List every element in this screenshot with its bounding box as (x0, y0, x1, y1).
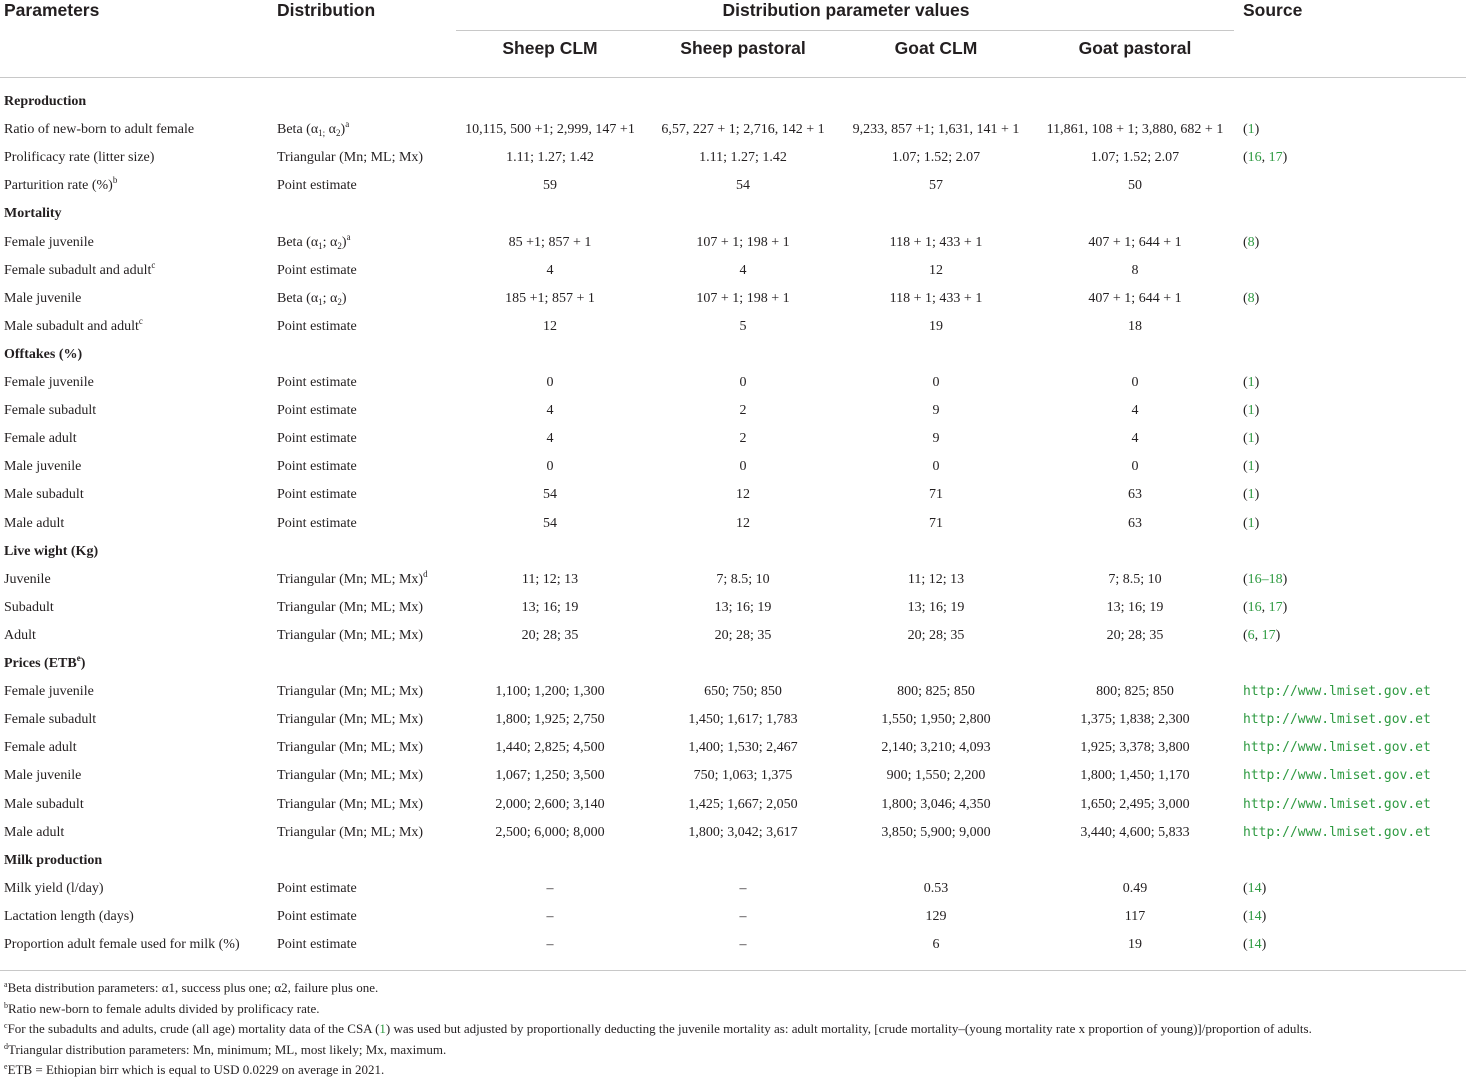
value-cell-goat-clm: 20; 28; 35 (907, 627, 965, 643)
distribution-cell: Point estimate (277, 880, 357, 896)
distribution-cell: Beta ($\alpha_1$; $\alpha_2)^a$ (277, 231, 351, 251)
footnote: $^e$ETB = Ethiopian birr which is equal to USD 0.0229 on average in 2021. (4, 1062, 385, 1078)
distribution-cell: Point estimate (277, 403, 357, 419)
value-cell-goat-pastoral: 1.07; 1.52; 2.07 (1090, 150, 1180, 166)
table-row (0, 229, 1468, 257)
value-cell-goat-pastoral: 0 (1131, 459, 1139, 475)
parameter-cell: Prolificacy rate (litter size) (4, 150, 155, 166)
source-cell[interactable]: http://www.lmiset.gov.et (1243, 684, 1431, 700)
value-cell-sheep-clm: 0 (546, 459, 554, 475)
value-cell-sheep-pastoral: 0 (739, 375, 747, 390)
value-cell-goat-clm: 118 + 1; 433 + 1 (889, 290, 983, 306)
value-cell-goat-pastoral: 117 (1124, 908, 1146, 924)
value-cell-goat-pastoral: 3,440; 4,600; 5,833 (1080, 824, 1190, 840)
distribution-cell: Triangular (Mn; ML; Mx) (277, 627, 424, 643)
value-cell-sheep-clm: 54 (543, 487, 557, 503)
value-cell-sheep-clm: 4 (546, 403, 554, 419)
section-row (0, 650, 1468, 678)
table-row (0, 172, 1468, 200)
header-distribution: Distribution (277, 0, 376, 20)
footnote: $^a$Beta distribution parameters: α1, success plus one; α2, failure plus one. (4, 980, 379, 995)
source-cell[interactable]: (8) (1243, 234, 1260, 250)
parameter-cell: Female adult (4, 740, 77, 756)
parameter-cell: Male subadult (4, 487, 84, 503)
value-cell-sheep-clm: 1.11; 1.27; 1.42 (506, 150, 594, 166)
parameter-cell: Proportion adult female used for milk (%) (4, 937, 240, 952)
section-title: Reproduction (4, 94, 87, 109)
source-cell[interactable]: (1) (1243, 122, 1260, 138)
source-cell[interactable]: http://www.lmiset.gov.et (1243, 768, 1431, 784)
table-row (0, 566, 1468, 594)
value-cell-goat-clm: 1,550; 1,950; 2,800 (881, 712, 991, 728)
distribution-cell: Point estimate (277, 262, 357, 278)
header-goat-clm: Goat CLM (894, 38, 978, 58)
table-row (0, 116, 1468, 144)
parameter-cell: Ratio of new-born to adult female (4, 122, 195, 138)
table-row (0, 453, 1468, 481)
value-cell-sheep-pastoral: – (739, 908, 747, 924)
table-row (0, 762, 1468, 790)
distribution-cell: Point estimate (277, 487, 357, 503)
distribution-cell: Point estimate (277, 515, 357, 531)
value-cell-sheep-pastoral: – (739, 880, 747, 896)
table-row (0, 481, 1468, 509)
value-cell-sheep-clm: 4 (546, 262, 554, 278)
table-row (0, 706, 1468, 734)
value-cell-goat-clm: 129 (925, 908, 947, 924)
section-row (0, 200, 1468, 228)
parameter-cell: Male juvenile (4, 459, 82, 475)
value-cell-sheep-clm: 185 +1; 857 + 1 (505, 290, 595, 306)
value-cell-goat-clm: 118 + 1; 433 + 1 (889, 234, 983, 250)
distribution-cell: Beta ($\alpha_1$; $\alpha_2$) (277, 290, 347, 307)
value-cell-sheep-clm: 2,500; 6,000; 8,000 (495, 824, 605, 840)
parameter-cell: Subadult (4, 599, 54, 615)
value-cell-sheep-clm: 0 (546, 375, 554, 390)
parameter-cell: Male adult (4, 824, 65, 840)
source-cell[interactable]: (14) (1243, 880, 1267, 896)
value-cell-goat-pastoral: 1,925; 3,378; 3,800 (1080, 740, 1190, 756)
value-cell-sheep-pastoral: 13; 16; 19 (714, 599, 772, 615)
source-cell[interactable]: http://www.lmiset.gov.et (1243, 740, 1431, 756)
value-cell-sheep-pastoral: 1,400; 1,530; 2,467 (688, 740, 798, 756)
value-cell-sheep-clm: 10,115, 500 +1; 2,999, 147 +1 (465, 122, 635, 138)
value-cell-sheep-clm: 1,067; 1,250; 3,500 (495, 768, 605, 784)
parameter-cell: Male subadult and adult$^c$ (4, 315, 143, 334)
value-cell-goat-pastoral: 63 (1128, 487, 1142, 503)
header-source: Source (1243, 0, 1303, 20)
parameter-cell: Male adult (4, 515, 65, 531)
value-cell-sheep-pastoral: 1,450; 1,617; 1,783 (688, 712, 798, 728)
source-cell[interactable]: http://www.lmiset.gov.et (1243, 712, 1431, 728)
value-cell-goat-clm: 0.53 (923, 880, 949, 896)
source-cell[interactable]: (1) (1243, 459, 1260, 475)
distribution-cell: Triangular (Mn; ML; Mx) (277, 796, 424, 812)
distribution-cell: Triangular (Mn; ML; Mx) (277, 712, 424, 728)
table-row (0, 819, 1468, 847)
value-cell-goat-clm: 3,850; 5,900; 9,000 (881, 824, 991, 840)
table-row (0, 257, 1468, 285)
value-cell-goat-pastoral: 0.49 (1122, 880, 1148, 896)
value-cell-goat-pastoral: 13; 16; 19 (1106, 599, 1164, 615)
footnote: $^d$Triangular distribution parameters: Mn, minimum; ML, most likely; Mx, maximum. (4, 1041, 447, 1057)
distribution-cell: Beta ($\alpha_{1;}$ $\alpha_2)^a$ (277, 119, 350, 139)
footnote: $^c$For the subadults and adults, crude (all age) mortality data of the CSA (1) was used but adjusted by proportionally deducting the juvenile mortality as: adult mortality, [crude mortality–(young mortality rate x proportion of young)]/proportion of adults. (4, 1021, 1312, 1037)
distribution-cell: Point estimate (277, 375, 357, 390)
source-cell[interactable]: (16, 17) (1243, 150, 1288, 166)
value-cell-goat-clm: 13; 16; 19 (907, 599, 965, 615)
value-cell-sheep-clm: 1,100; 1,200; 1,300 (495, 684, 605, 700)
distribution-cell: Point estimate (277, 937, 357, 952)
parameter-cell: Juvenile (4, 571, 51, 587)
section-title: Prices (ETB$^e$) (4, 653, 86, 671)
value-cell-goat-clm: 9 (932, 431, 940, 447)
table-row (0, 931, 1468, 959)
distribution-cell: Point estimate (277, 178, 357, 194)
parameter-cell: Parturition rate (%)$^b$ (4, 175, 118, 194)
value-cell-sheep-clm: 20; 28; 35 (521, 627, 579, 643)
value-cell-sheep-pastoral: 107 + 1; 198 + 1 (696, 234, 790, 250)
table-row (0, 510, 1468, 538)
parameter-cell: Female juvenile (4, 684, 94, 700)
parameter-cell: Milk yield (l/day) (4, 880, 104, 896)
table-row (0, 594, 1468, 622)
section-row (0, 847, 1468, 875)
value-cell-goat-clm: 1,800; 3,046; 4,350 (881, 796, 991, 812)
source-cell[interactable]: (14) (1243, 937, 1267, 952)
value-cell-goat-clm: 19 (929, 318, 943, 334)
table-row (0, 285, 1468, 313)
parameter-cell: Female subadult (4, 403, 97, 419)
parameter-cell: Male juvenile (4, 290, 82, 306)
distribution-cell: Triangular (Mn; ML; Mx) (277, 150, 424, 166)
value-cell-sheep-pastoral: – (739, 937, 747, 952)
header-group: Distribution parameter values (722, 0, 970, 20)
distribution-cell: Triangular (Mn; ML; Mx) (277, 740, 424, 756)
parameter-cell: Female adult (4, 431, 77, 447)
source-cell[interactable]: http://www.lmiset.gov.et (1243, 824, 1431, 840)
source-cell[interactable]: (1) (1243, 515, 1260, 531)
value-cell-sheep-pastoral: 1.11; 1.27; 1.42 (699, 150, 787, 166)
value-cell-goat-clm: 9 (932, 403, 940, 419)
table-row (0, 369, 1468, 397)
parameter-cell: Female subadult and adult$^c$ (4, 259, 156, 278)
value-cell-goat-clm: 71 (929, 487, 943, 503)
source-cell[interactable]: http://www.lmiset.gov.et (1243, 796, 1431, 812)
header-bottom-rule (0, 77, 1466, 78)
value-cell-goat-pastoral: 0 (1131, 375, 1139, 390)
value-cell-goat-clm: 11; 12; 13 (907, 571, 965, 587)
table-row (0, 622, 1468, 650)
source-cell[interactable]: (1) (1243, 403, 1260, 419)
value-cell-sheep-pastoral: 12 (736, 487, 750, 503)
value-cell-sheep-clm: 54 (543, 515, 557, 531)
distribution-cell: Point estimate (277, 431, 357, 447)
value-cell-sheep-pastoral: 107 + 1; 198 + 1 (696, 290, 790, 306)
value-cell-sheep-clm: – (546, 937, 554, 952)
value-cell-sheep-pastoral: 0 (739, 459, 747, 475)
value-cell-goat-pastoral: 19 (1128, 937, 1142, 952)
parameter-cell: Female juvenile (4, 375, 94, 390)
parameter-cell: Male juvenile (4, 768, 82, 784)
parameter-cell: Female juvenile (4, 234, 94, 250)
value-cell-goat-clm: 800; 825; 850 (897, 684, 975, 700)
section-row (0, 538, 1468, 566)
header-sheep-clm: Sheep CLM (502, 38, 598, 58)
header-sheep-pastoral: Sheep pastoral (680, 38, 806, 58)
value-cell-sheep-pastoral: 54 (736, 178, 750, 194)
section-title: Mortality (4, 206, 62, 222)
value-cell-sheep-pastoral: 650; 750; 850 (704, 684, 782, 700)
header-group-rule (456, 30, 1234, 31)
value-cell-goat-pastoral: 50 (1128, 178, 1142, 194)
value-cell-sheep-clm: 1,800; 1,925; 2,750 (495, 712, 605, 728)
parameter-cell: Male subadult (4, 796, 84, 812)
table-row (0, 678, 1468, 706)
source-cell[interactable]: (1) (1243, 375, 1260, 390)
value-cell-goat-clm: 57 (929, 178, 943, 194)
value-cell-sheep-clm: 4 (546, 431, 554, 447)
value-cell-sheep-pastoral: 2 (739, 431, 747, 447)
value-cell-goat-pastoral: 4 (1131, 403, 1139, 419)
value-cell-goat-pastoral: 18 (1128, 318, 1142, 334)
table-row (0, 425, 1468, 453)
value-cell-goat-clm: 9,233, 857 +1; 1,631, 141 + 1 (852, 122, 1020, 138)
header-goat-pastoral: Goat pastoral (1078, 38, 1192, 58)
table-row (0, 313, 1468, 341)
value-cell-sheep-clm: 85 +1; 857 + 1 (508, 234, 592, 250)
value-cell-sheep-pastoral: 6,57, 227 + 1; 2,716, 142 + 1 (661, 122, 825, 138)
value-cell-goat-clm: 12 (929, 262, 943, 278)
source-cell[interactable]: (16–18) (1243, 571, 1288, 587)
header-parameters: Parameters (4, 0, 100, 20)
value-cell-goat-pastoral: 63 (1128, 515, 1142, 531)
value-cell-sheep-clm: 13; 16; 19 (521, 599, 579, 615)
value-cell-goat-clm: 1.07; 1.52; 2.07 (891, 150, 981, 166)
distribution-cell: Point estimate (277, 908, 357, 924)
value-cell-sheep-clm: 1,440; 2,825; 4,500 (495, 740, 605, 756)
parameter-cell: Adult (4, 627, 36, 643)
parameter-cell: Lactation length (days) (4, 908, 134, 924)
distribution-cell: Point estimate (277, 459, 357, 475)
table-row (0, 903, 1468, 931)
value-cell-sheep-clm: 59 (543, 178, 557, 194)
value-cell-sheep-clm: 12 (543, 318, 557, 334)
value-cell-sheep-pastoral: 20; 28; 35 (714, 627, 772, 643)
value-cell-goat-pastoral: 4 (1131, 431, 1139, 447)
section-title: Offtakes (%) (4, 346, 83, 362)
distribution-cell: Point estimate (277, 318, 357, 334)
value-cell-goat-clm: 71 (929, 515, 943, 531)
value-cell-sheep-pastoral: 4 (739, 262, 747, 278)
source-cell[interactable]: (14) (1243, 908, 1267, 924)
value-cell-goat-pastoral: 800; 825; 850 (1096, 684, 1174, 700)
table-row (0, 875, 1468, 903)
value-cell-goat-clm: 900; 1,550; 2,200 (886, 768, 986, 784)
section-row (0, 341, 1468, 369)
value-cell-goat-pastoral: 1,650; 2,495; 3,000 (1080, 796, 1190, 812)
parameter-cell: Female subadult (4, 712, 97, 728)
value-cell-goat-pastoral: 407 + 1; 644 + 1 (1088, 290, 1182, 306)
distribution-cell: Triangular (Mn; ML; Mx) (277, 599, 424, 615)
table-row (0, 144, 1468, 172)
section-title: Live wight (Kg) (4, 543, 99, 559)
section-row (0, 88, 1468, 116)
value-cell-sheep-clm: – (546, 908, 554, 924)
value-cell-goat-pastoral: 1,800; 1,450; 1,170 (1080, 768, 1190, 784)
value-cell-goat-pastoral: 20; 28; 35 (1106, 627, 1164, 643)
distribution-cell: Triangular (Mn; ML; Mx) (277, 684, 424, 700)
section-title: Milk production (4, 852, 103, 868)
distribution-cell: Triangular (Mn; ML; Mx) (277, 768, 424, 784)
value-cell-sheep-pastoral: 5 (739, 318, 747, 334)
value-cell-sheep-clm: – (546, 880, 554, 896)
value-cell-sheep-pastoral: 750; 1,063; 1,375 (693, 768, 793, 784)
table-row (0, 397, 1468, 425)
value-cell-goat-pastoral: 8 (1131, 262, 1139, 278)
source-cell[interactable]: (1) (1243, 487, 1260, 503)
source-cell[interactable]: (8) (1243, 290, 1260, 306)
value-cell-goat-pastoral: 7; 8.5; 10 (1108, 571, 1162, 587)
value-cell-sheep-clm: 2,000; 2,600; 3,140 (495, 796, 605, 812)
value-cell-goat-pastoral: 1,375; 1,838; 2,300 (1080, 712, 1190, 728)
value-cell-goat-clm: 0 (932, 459, 940, 475)
value-cell-sheep-pastoral: 12 (736, 515, 750, 531)
table-row (0, 791, 1468, 819)
value-cell-sheep-pastoral: 1,425; 1,667; 2,050 (688, 796, 798, 812)
table-row (0, 734, 1468, 762)
value-cell-goat-pastoral: 11,861, 108 + 1; 3,880, 682 + 1 (1046, 122, 1224, 138)
value-cell-goat-clm: 0 (932, 375, 940, 390)
table-bottom-rule (0, 970, 1466, 971)
value-cell-goat-clm: 6 (932, 937, 940, 952)
source-cell[interactable]: (16, 17) (1243, 599, 1288, 615)
distribution-cell: Triangular (Mn; ML; Mx)$^d$ (277, 568, 428, 587)
value-cell-goat-pastoral: 407 + 1; 644 + 1 (1088, 234, 1182, 250)
value-cell-sheep-pastoral: 7; 8.5; 10 (716, 571, 770, 587)
value-cell-sheep-pastoral: 2 (739, 403, 747, 419)
value-cell-goat-clm: 2,140; 3,210; 4,093 (881, 740, 991, 756)
footnote: $^b$Ratio new-born to female adults divided by prolificacy rate. (4, 1000, 320, 1016)
source-cell[interactable]: (1) (1243, 431, 1260, 447)
distribution-cell: Triangular (Mn; ML; Mx) (277, 824, 424, 840)
value-cell-sheep-clm: 11; 12; 13 (521, 571, 579, 587)
source-cell[interactable]: (6, 17) (1243, 627, 1281, 643)
value-cell-sheep-pastoral: 1,800; 3,042; 3,617 (688, 824, 798, 840)
